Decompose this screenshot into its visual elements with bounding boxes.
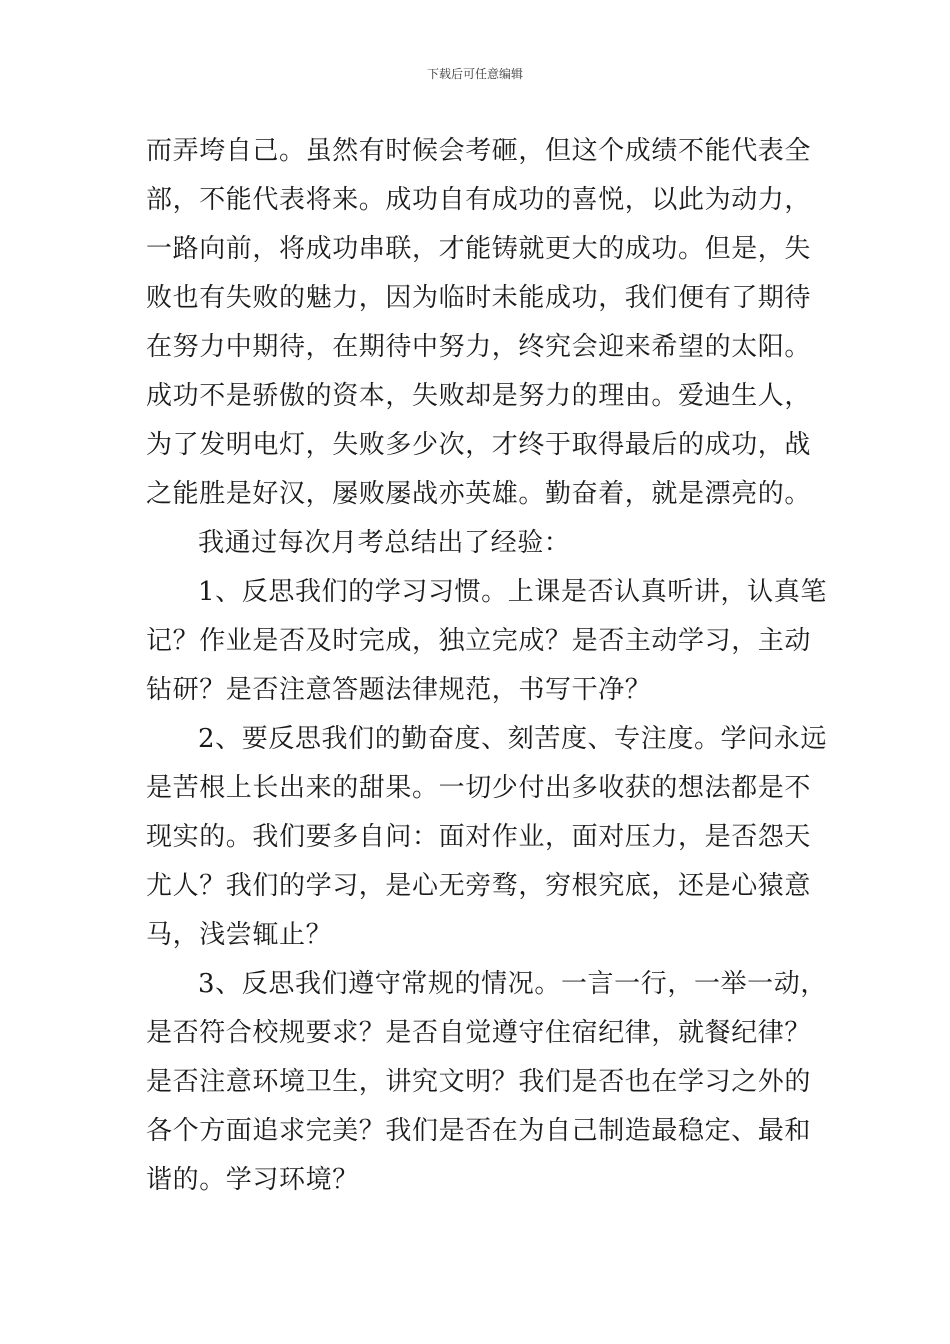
text-line: 现实的。我们要多自问：面对作业，面对压力，是否怨天	[146, 822, 812, 852]
text-line: 3、反思我们遵守常规的情况。一言一行，一举一动，	[198, 969, 827, 999]
text-line: 2、要反思我们的勤奋度、刻苦度、专注度。学问永远	[198, 724, 827, 754]
text-line: 各个方面追求完美？我们是否在为自己制造最稳定、最和	[146, 1116, 812, 1146]
text-line: 是苦根上长出来的甜果。一切少付出多收获的想法都是不	[146, 773, 812, 803]
text-line: 我通过每次月考总结出了经验：	[198, 528, 571, 558]
text-line: 钻研？是否注意答题法律规范，书写干净？	[146, 675, 652, 705]
text-line: 谐的。学习环境？	[146, 1165, 359, 1195]
text-line: 马，浅尝辄止？	[146, 920, 333, 950]
text-line: 部，不能代表将来。成功自有成功的喜悦，以此为动力，	[146, 185, 812, 215]
text-line: 尤人？我们的学习，是心无旁骛，穷根究底，还是心猿意	[146, 871, 812, 901]
text-line: 之能胜是好汉，屡败屡战亦英雄。勤奋着，就是漂亮的。	[146, 479, 812, 509]
document-body	[146, 127, 827, 1205]
page-header: 下载后可任意编辑	[426, 67, 523, 81]
text-line: 记？作业是否及时完成，独立完成？是否主动学习，主动	[146, 626, 812, 656]
text-line: 成功不是骄傲的资本，失败却是努力的理由。爱迪生人，	[146, 381, 812, 411]
text-line: 是否符合校规要求？是否自觉遵守住宿纪律，就餐纪律？	[146, 1018, 812, 1048]
text-line: 为了发明电灯，失败多少次，才终于取得最后的成功，战	[146, 430, 812, 460]
text-line: 败也有失败的魅力，因为临时未能成功，我们便有了期待	[146, 283, 812, 313]
text-line: 1、反思我们的学习习惯。上课是否认真听讲，认真笔	[198, 577, 827, 607]
text-line: 而弄垮自己。虽然有时候会考砸，但这个成绩不能代表全	[146, 136, 812, 166]
text-line: 在努力中期待，在期待中努力，终究会迎来希望的太阳。	[146, 332, 812, 362]
text-line: 是否注意环境卫生，讲究文明？我们是否也在学习之外的	[146, 1067, 812, 1097]
text-line: 一路向前，将成功串联，才能铸就更大的成功。但是，失	[146, 234, 812, 264]
